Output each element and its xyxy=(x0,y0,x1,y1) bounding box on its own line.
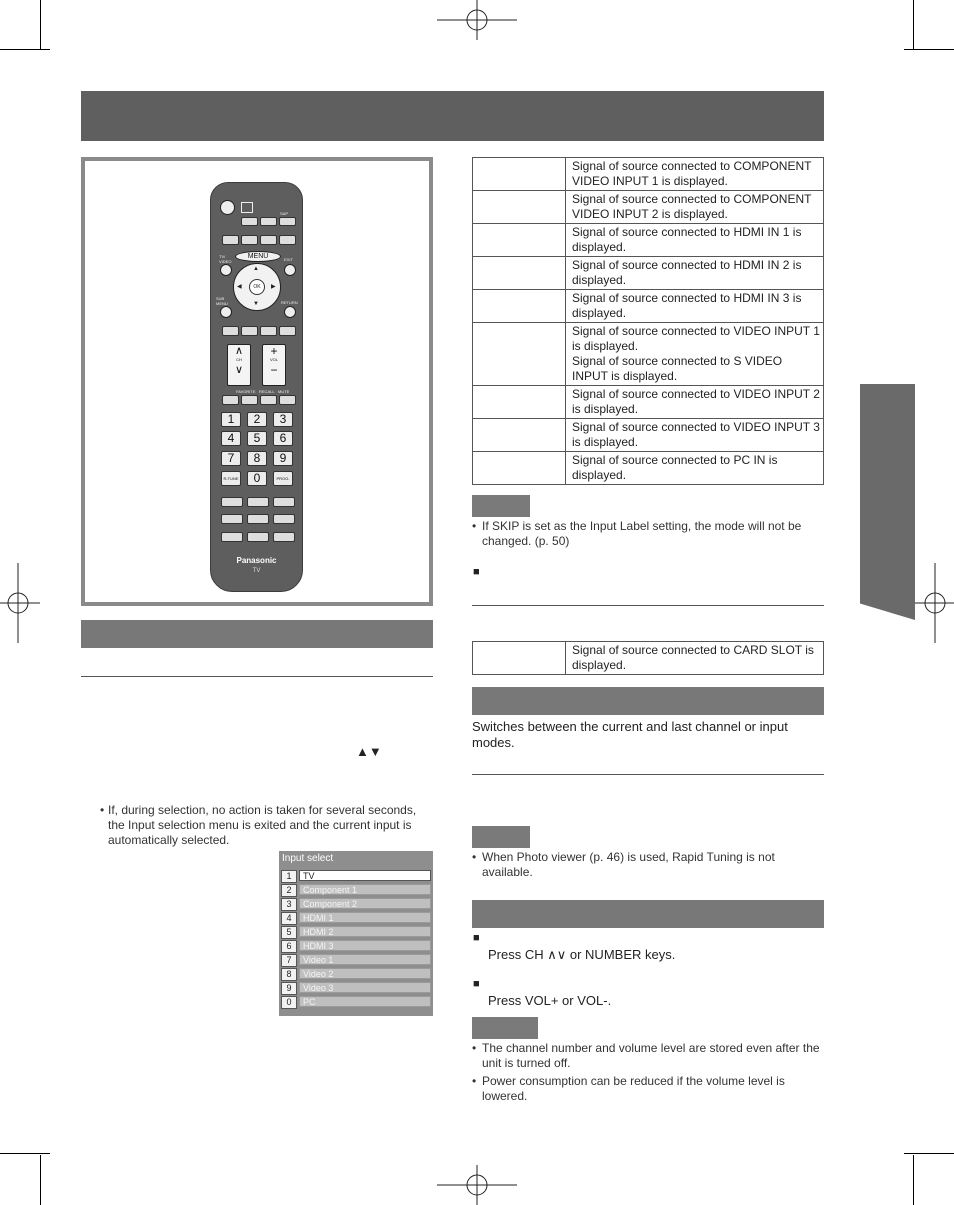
registration-mark-bottom xyxy=(437,1165,517,1205)
menu-item-number: 0 xyxy=(281,996,297,1009)
sd-button xyxy=(241,217,258,226)
vcr-key-f xyxy=(273,514,295,524)
signal-description: Signal of source connected to HDMI IN 2 is displayed. xyxy=(566,257,824,290)
menu-item-number: 4 xyxy=(281,912,297,925)
arrow-left-icon: ◀ xyxy=(237,284,242,290)
card-slot-table xyxy=(472,641,824,675)
page-header-bar xyxy=(81,91,824,141)
up-down-arrows-icon: ▲▼ xyxy=(356,744,382,759)
menu-item-number: 5 xyxy=(281,926,297,939)
brand-logo: Panasonic xyxy=(236,556,277,565)
table-row xyxy=(473,257,824,290)
signal-description: Signal of source connected to COMPONENT VIDEO INPUT 2 is displayed. xyxy=(566,191,824,224)
crop-mark xyxy=(40,0,41,50)
table-row xyxy=(473,419,824,452)
menu-item-number: 2 xyxy=(281,884,297,897)
exit-label: EXIT xyxy=(284,257,293,262)
vcr-key-e xyxy=(247,514,269,524)
chapter-side-tab xyxy=(860,384,915,620)
recall-label: RECALL xyxy=(259,389,275,394)
vol-plus-label: + xyxy=(270,344,278,358)
divider-rule xyxy=(81,676,433,677)
menu-item-hdmi-3: HDMI 3 xyxy=(299,940,431,951)
digit-key-9: 9 xyxy=(273,451,293,466)
digit-key-7: 7 xyxy=(221,451,241,466)
vcr-key-3 xyxy=(260,326,277,336)
menu-button: MENU xyxy=(235,251,281,262)
color-key-2 xyxy=(241,235,258,245)
signal-description: Signal of source connected to VIDEO INPUT 2 is displayed. xyxy=(566,386,824,419)
sap-button xyxy=(279,217,296,226)
section-bar-rapid-tuning xyxy=(472,687,824,715)
table-row xyxy=(473,191,824,224)
note-tab xyxy=(472,826,530,848)
crop-mark xyxy=(40,1155,41,1205)
channel-rocker: ∧ CH ∨ xyxy=(227,344,251,386)
vcr-key-i xyxy=(273,532,295,542)
power-button xyxy=(220,200,235,215)
square-bullet-icon: ■ xyxy=(473,566,480,578)
note-tab xyxy=(472,1017,538,1039)
section-bar-input-select xyxy=(81,620,433,648)
arrow-right-icon: ▶ xyxy=(271,284,276,290)
menu-item-number: 3 xyxy=(281,898,297,911)
recall-button xyxy=(260,395,277,405)
table-row xyxy=(473,158,824,191)
color-button xyxy=(260,217,277,226)
exit-button xyxy=(284,264,296,276)
vcr-key-b xyxy=(247,497,269,507)
menu-item-hdmi-1: HDMI 1 xyxy=(299,912,431,923)
channel-instruction: Press CH ∧∨ or NUMBER keys. xyxy=(488,947,676,962)
table-row xyxy=(473,452,824,485)
digit-key-0: 0 xyxy=(247,471,267,486)
vcr-key-a xyxy=(221,497,243,507)
color-key-4 xyxy=(279,235,296,245)
crop-mark xyxy=(913,1155,914,1205)
input-select-menu xyxy=(279,851,433,1016)
table-row xyxy=(473,224,824,257)
color-key-1 xyxy=(222,235,239,245)
table-row xyxy=(473,290,824,323)
menu-item-component-1: Component 1 xyxy=(299,884,431,895)
menu-item-number: 6 xyxy=(281,940,297,953)
menu-item-number: 1 xyxy=(281,870,297,883)
skip-note: If SKIP is set as the Input Label setting, the mode will not be changed. (p. 50) xyxy=(482,519,802,548)
digit-key-6: 6 xyxy=(273,431,293,446)
input-timeout-note: If, during selection, no action is taken for several seconds, the Input selection menu is exited and the current input is automatically selected. xyxy=(108,803,417,847)
bullet-dot: • xyxy=(472,850,477,864)
arrow-down-icon: ▼ xyxy=(253,301,259,307)
input-select-title: Input select xyxy=(282,853,334,864)
sub-menu-label: SUB MENU xyxy=(216,296,228,306)
signal-description: Signal of source connected to HDMI IN 3 is displayed. xyxy=(566,290,824,323)
menu-item-number: 8 xyxy=(281,968,297,981)
registration-mark-right xyxy=(914,563,954,643)
storage-note: The channel number and volume level are stored even after the unit is turned off. xyxy=(482,1041,820,1070)
favorite-button xyxy=(241,395,258,405)
crop-mark xyxy=(913,0,914,50)
mute-label: MUTE xyxy=(278,389,290,394)
sap-label: SAP xyxy=(280,211,289,216)
signal-description: Signal of source connected to VIDEO INPUT 1 is displayed. xyxy=(572,324,820,353)
signal-description: Signal of source connected to COMPONENT VIDEO INPUT 1 is displayed. xyxy=(566,158,824,191)
table-row xyxy=(473,323,824,386)
note-tab xyxy=(472,495,530,517)
vcr-key-1 xyxy=(222,326,239,336)
input-signal-table xyxy=(472,157,824,485)
square-bullet-icon: ■ xyxy=(473,978,480,990)
prog-key: PROG- xyxy=(273,471,293,486)
photo-viewer-note: When Photo viewer (p. 46) is used, Rapid Tuning is not available. xyxy=(482,850,775,879)
divider-rule xyxy=(472,774,824,775)
signal-description: Signal of source connected to VIDEO INPUT 3 is displayed. xyxy=(566,419,824,452)
table-row xyxy=(473,386,824,419)
signal-description: Signal of source connected to PC IN is displayed. xyxy=(566,452,824,485)
ok-button: OK xyxy=(249,279,265,295)
arrow-up-icon: ▲ xyxy=(253,266,259,272)
sub-menu-button xyxy=(220,306,232,318)
bullet-dot: • xyxy=(472,1074,477,1088)
vol-minus-label: − xyxy=(270,363,278,377)
menu-item-component-2: Component 2 xyxy=(299,898,431,909)
return-button xyxy=(284,306,296,318)
signal-description: Signal of source connected to HDMI IN 1 is displayed. xyxy=(566,224,824,257)
r-tune-key: R-TUNE xyxy=(221,471,241,486)
menu-item-tv: TV xyxy=(299,870,431,881)
digit-key-1: 1 xyxy=(221,412,241,427)
digit-key-3: 3 xyxy=(273,412,293,427)
menu-item-number: 7 xyxy=(281,954,297,967)
menu-item-number: 9 xyxy=(281,982,297,995)
digit-key-8: 8 xyxy=(247,451,267,466)
menu-item-pc: PC xyxy=(299,996,431,1007)
color-key-3 xyxy=(260,235,277,245)
digit-key-4: 4 xyxy=(221,431,241,446)
ch-label: CH xyxy=(236,357,242,362)
divider-rule xyxy=(472,605,824,606)
return-label: RETURN xyxy=(281,300,298,305)
menu-item-hdmi-2: HDMI 2 xyxy=(299,926,431,937)
volume-rocker xyxy=(262,344,286,386)
favorite-label: FAVORITE xyxy=(236,389,256,394)
model-label: TV xyxy=(252,568,261,574)
vcr-key-c xyxy=(273,497,295,507)
vol-label: VOL xyxy=(269,357,278,362)
mute-button xyxy=(279,395,296,405)
tv-video-button xyxy=(220,264,232,276)
signal-description: Signal of source connected to CARD SLOT is displayed. xyxy=(566,642,824,675)
digit-key-5: 5 xyxy=(247,431,267,446)
rapid-tuning-description: Switches between the current and last channel or input modes. xyxy=(472,719,788,750)
bullet-dot: • xyxy=(472,1041,477,1055)
crop-mark xyxy=(0,1153,50,1154)
square-bullet-icon: ■ xyxy=(473,932,480,944)
bullet-dot: • xyxy=(472,519,477,533)
signal-description: Signal of source connected to S VIDEO INPUT is displayed. xyxy=(572,354,783,383)
function-key xyxy=(222,395,239,405)
bullet-dot: • xyxy=(100,803,105,817)
table-row xyxy=(473,642,824,675)
tv-video-label: TV/ VIDEO xyxy=(219,254,232,264)
navigation-pad xyxy=(233,263,281,311)
vcr-key-4 xyxy=(279,326,296,336)
crop-mark xyxy=(904,49,954,50)
registration-mark-left xyxy=(0,563,40,643)
registration-mark-top xyxy=(437,0,517,40)
volume-instruction: Press VOL+ or VOL-. xyxy=(488,993,612,1008)
crop-mark xyxy=(0,49,50,50)
remote-control xyxy=(210,182,303,592)
digit-key-2: 2 xyxy=(247,412,267,427)
vcr-key-h xyxy=(247,532,269,542)
menu-item-video-2: Video 2 xyxy=(299,968,431,979)
crop-mark xyxy=(904,1153,954,1154)
vcr-key-d xyxy=(221,514,243,524)
section-bar-channel-volume xyxy=(472,900,824,928)
sd-icon xyxy=(241,202,253,213)
menu-item-video-3: Video 3 xyxy=(299,982,431,993)
menu-item-video-1: Video 1 xyxy=(299,954,431,965)
vcr-key-2 xyxy=(241,326,258,336)
vcr-key-g xyxy=(221,532,243,542)
power-note: Power consumption can be reduced if the volume level is lowered. xyxy=(482,1074,785,1103)
